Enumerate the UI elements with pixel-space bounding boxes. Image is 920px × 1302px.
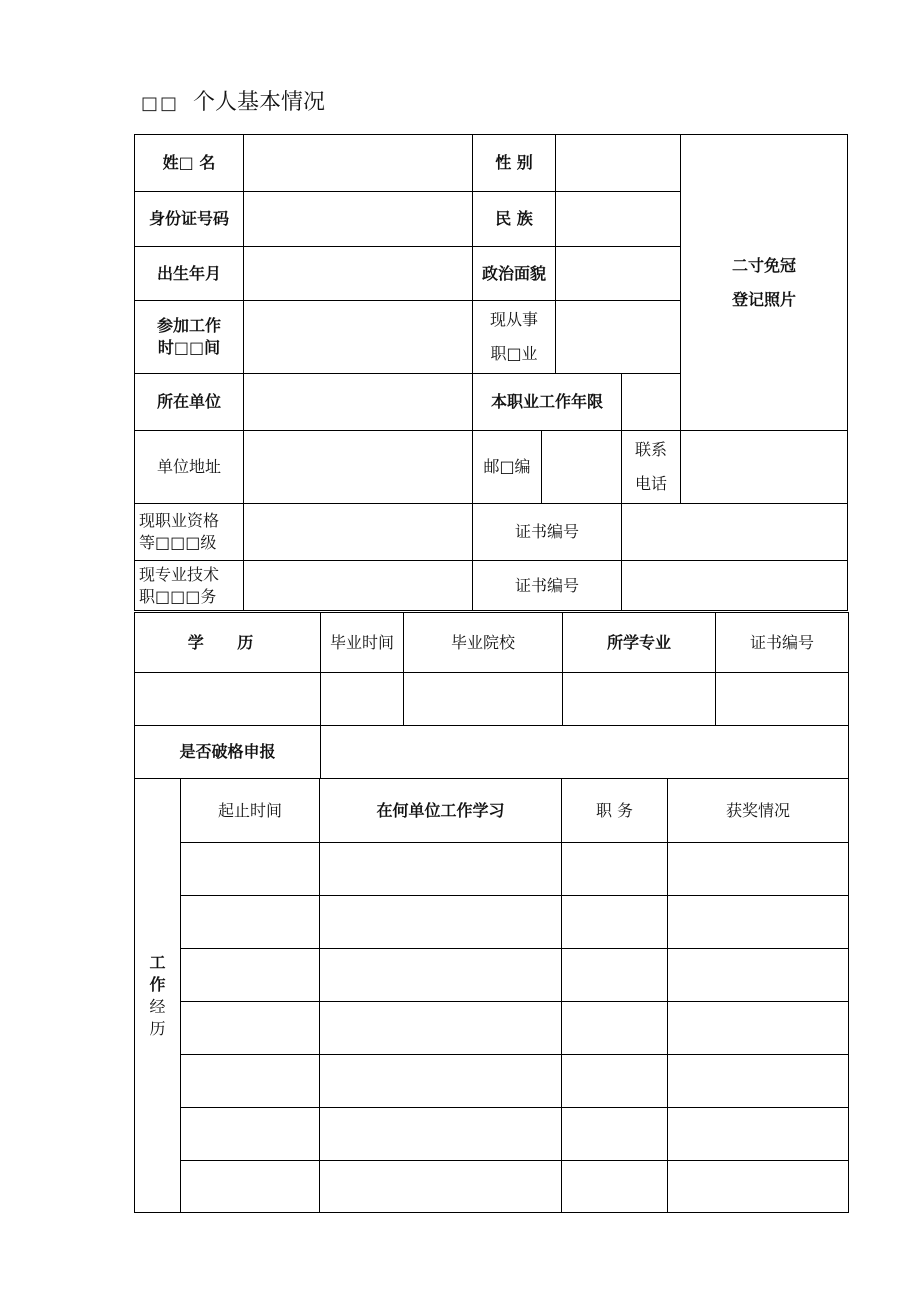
work-cell[interactable]	[181, 1108, 320, 1161]
side-char: 作	[149, 974, 166, 994]
gender-label: 性 别	[473, 135, 556, 192]
work-history-table	[134, 778, 849, 1213]
exception-field[interactable]	[321, 726, 849, 779]
phone-field[interactable]	[681, 431, 848, 504]
postcode-label: 邮□编	[473, 431, 542, 504]
work-cell[interactable]	[181, 1161, 320, 1213]
heading-title: 个人基本情况	[193, 90, 326, 115]
work-cell[interactable]	[320, 843, 562, 896]
side-char: 工	[149, 952, 166, 972]
gender-field[interactable]	[556, 135, 681, 192]
current-job-line-2: 职□业	[490, 344, 538, 363]
employer-label: 所在单位	[135, 374, 244, 431]
education-header-degree: 学 历	[135, 613, 321, 673]
ethnicity-field[interactable]	[556, 192, 681, 247]
work-cell[interactable]	[562, 949, 668, 1002]
work-cell[interactable]	[562, 1055, 668, 1108]
name-label: 姓□ 名	[135, 135, 244, 192]
work-cell[interactable]	[320, 1108, 562, 1161]
work-cell[interactable]	[181, 1002, 320, 1055]
phone-label	[622, 431, 681, 504]
postcode-field[interactable]	[542, 431, 622, 504]
education-cell[interactable]	[404, 673, 563, 726]
side-char: 历	[149, 1018, 166, 1038]
personal-info-table	[134, 134, 848, 611]
work-start-line-1: 参加工作	[156, 316, 221, 335]
side-char: 经	[149, 996, 166, 1016]
work-cell[interactable]	[320, 1002, 562, 1055]
work-cell[interactable]	[181, 843, 320, 896]
ethnicity-label: 民 族	[473, 192, 556, 247]
birth-label: 出生年月	[135, 247, 244, 301]
work-cell[interactable]	[320, 1055, 562, 1108]
name-field[interactable]	[244, 135, 473, 192]
phone-line-1: 联系	[635, 440, 668, 459]
education-table	[134, 612, 849, 779]
education-header-school: 毕业院校	[404, 613, 563, 673]
work-cell[interactable]	[668, 1108, 849, 1161]
work-header-period: 起止时间	[181, 779, 320, 843]
tech-title-cert-field[interactable]	[622, 561, 848, 611]
work-cell[interactable]	[562, 1002, 668, 1055]
page-heading	[141, 88, 325, 119]
birth-field[interactable]	[244, 247, 473, 301]
work-cell[interactable]	[320, 1161, 562, 1213]
work-cell[interactable]	[181, 1055, 320, 1108]
work-cell[interactable]	[668, 1002, 849, 1055]
education-cell[interactable]	[135, 673, 321, 726]
current-job-label	[473, 301, 556, 374]
work-cell[interactable]	[181, 949, 320, 1002]
employer-address-label: 单位地址	[135, 431, 244, 504]
politics-field[interactable]	[556, 247, 681, 301]
politics-label: 政治面貌	[473, 247, 556, 301]
qualification-field[interactable]	[244, 504, 473, 561]
tech-title-field[interactable]	[244, 561, 473, 611]
id-number-label: 身份证号码	[135, 192, 244, 247]
education-cell[interactable]	[716, 673, 849, 726]
work-start-label	[135, 301, 244, 374]
tech-title-cert-label: 证书编号	[473, 561, 622, 611]
photo-box[interactable]	[681, 135, 848, 431]
education-cell[interactable]	[563, 673, 716, 726]
work-header-employer: 在何单位工作学习	[320, 779, 562, 843]
education-header-cert: 证书编号	[716, 613, 849, 673]
work-cell[interactable]	[181, 896, 320, 949]
employer-field[interactable]	[244, 374, 473, 431]
heading-marks: □□	[141, 93, 180, 114]
work-cell[interactable]	[320, 896, 562, 949]
phone-line-2: 电话	[635, 474, 668, 493]
employer-address-field[interactable]	[244, 431, 473, 504]
education-header-grad-time: 毕业时间	[321, 613, 404, 673]
photo-line-1: 二寸免冠	[732, 255, 797, 275]
tech-title-line-2: 职□□□务	[139, 586, 217, 606]
work-cell[interactable]	[562, 843, 668, 896]
work-cell[interactable]	[668, 843, 849, 896]
qualification-label	[135, 504, 244, 561]
qualification-line-1: 现职业资格	[139, 511, 220, 530]
id-number-field[interactable]	[244, 192, 473, 247]
tech-title-label	[135, 561, 244, 611]
job-years-label: 本职业工作年限	[473, 374, 622, 431]
current-job-field[interactable]	[556, 301, 681, 374]
photo-line-2: 登记照片	[732, 289, 797, 309]
qualification-line-2: 等□□□级	[139, 533, 217, 552]
work-cell[interactable]	[320, 949, 562, 1002]
work-cell[interactable]	[562, 1108, 668, 1161]
qualification-cert-label: 证书编号	[473, 504, 622, 561]
work-cell[interactable]	[668, 949, 849, 1002]
work-cell[interactable]	[668, 896, 849, 949]
work-start-line-2: 时□□间	[157, 338, 221, 357]
work-cell[interactable]	[562, 1161, 668, 1213]
work-header-awards: 获奖情况	[668, 779, 849, 843]
work-cell[interactable]	[562, 896, 668, 949]
work-cell[interactable]	[668, 1055, 849, 1108]
current-job-line-1: 现从事	[490, 310, 539, 329]
work-start-field[interactable]	[244, 301, 473, 374]
qualification-cert-field[interactable]	[622, 504, 848, 561]
work-cell[interactable]	[668, 1161, 849, 1213]
education-header-major: 所学专业	[563, 613, 716, 673]
job-years-field[interactable]	[622, 374, 681, 431]
education-cell[interactable]	[321, 673, 404, 726]
work-history-side-label	[135, 779, 181, 1213]
exception-label: 是否破格申报	[135, 726, 321, 779]
work-header-position: 职 务	[562, 779, 668, 843]
tech-title-line-1: 现专业技术	[139, 564, 220, 584]
